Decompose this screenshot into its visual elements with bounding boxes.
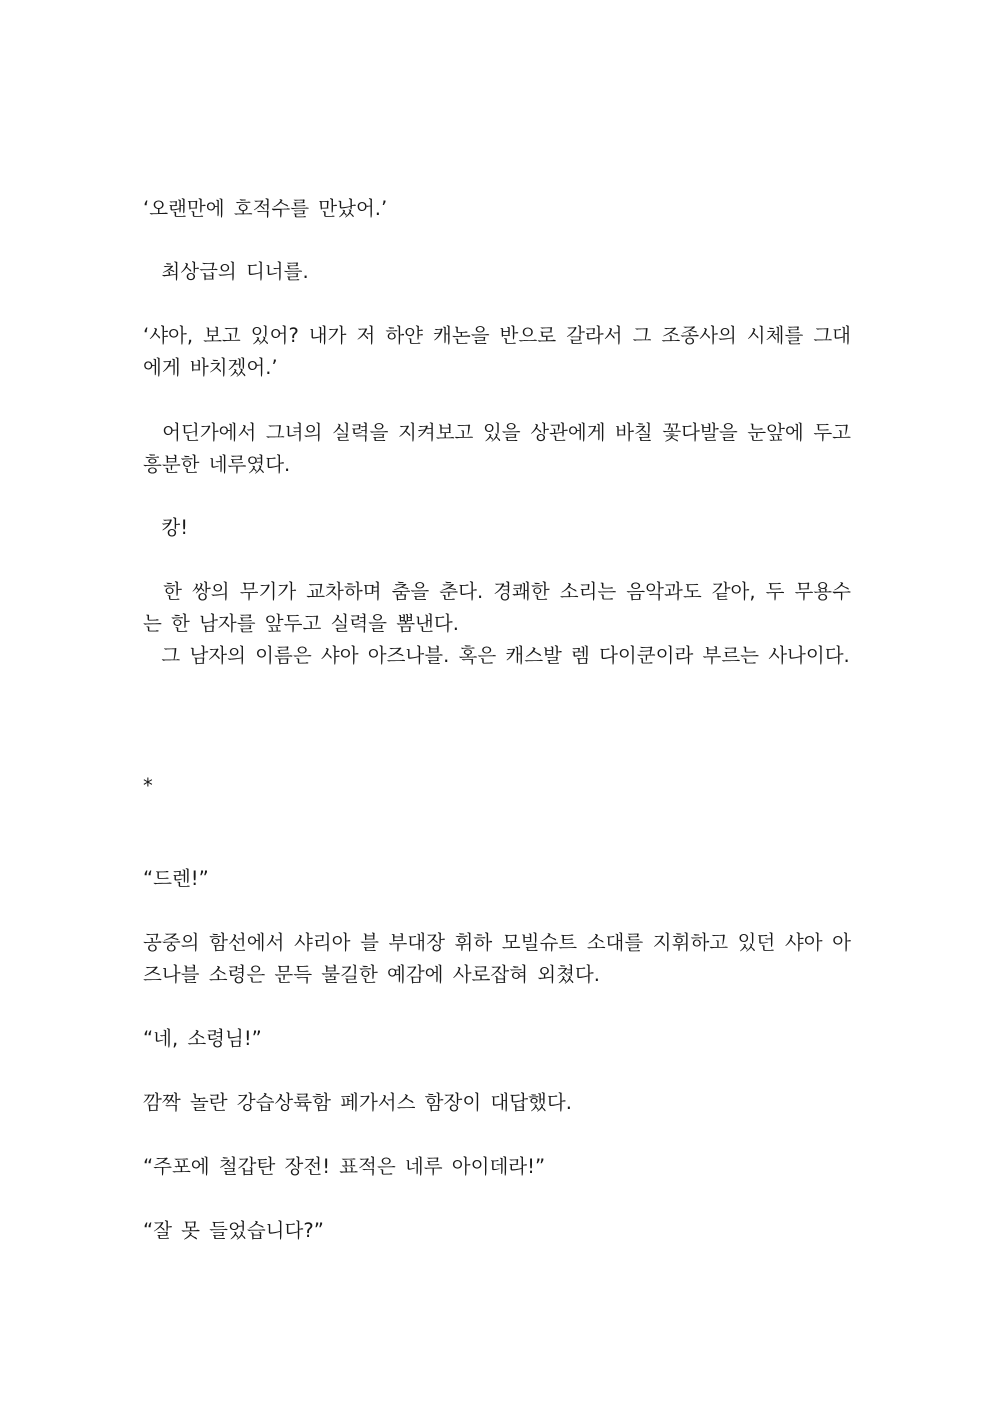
paragraph-11: 깜짝 놀란 강습상륙함 페가서스 함장이 대답했다. xyxy=(143,1091,572,1114)
paragraph-4: 어딘가에서 그녀의 실력을 지켜보고 있을 상관에게 바칠 꽃다발을 눈앞에 두고 흥분한 네루였다. xyxy=(143,421,861,476)
paragraph-5: 캉! xyxy=(143,516,189,539)
section-break: * xyxy=(143,774,153,797)
paragraph-13: “잘 못 들었습니다?” xyxy=(143,1219,324,1242)
paragraph-7: 그 남자의 이름은 샤아 아즈나블. 혹은 캐스발 렘 다이쿤이라 부르는 사나이다. xyxy=(143,644,850,667)
paragraph-2: 최상급의 디너를. xyxy=(143,260,309,283)
paragraph-8: “드렌!” xyxy=(143,867,209,890)
paragraph-10: “네, 소령님!” xyxy=(143,1027,262,1050)
paragraph-9: 공중의 함선에서 샤리아 블 부대장 휘하 모빌슈트 소대를 지휘하고 있던 샤아 아즈나블 소령은 문득 불길한 예감에 사로잡혀 외쳤다. xyxy=(143,931,851,986)
paragraph-12: “주포에 철갑탄 장전! 표적은 네루 아이데라!” xyxy=(143,1155,546,1178)
paragraph-3: ‘샤아, 보고 있어? 내가 저 하얀 캐논을 반으로 갈라서 그 조종사의 시체를 그대에게 바치겠어.’ xyxy=(143,324,851,379)
paragraph-1: ‘오랜만에 호적수를 만났어.’ xyxy=(143,197,388,220)
paragraph-6: 한 쌍의 무기가 교차하며 춤을 춘다. 경쾌한 소리는 음악과도 같아, 두 무용수는 한 남자를 앞두고 실력을 뽐낸다. xyxy=(143,580,851,635)
